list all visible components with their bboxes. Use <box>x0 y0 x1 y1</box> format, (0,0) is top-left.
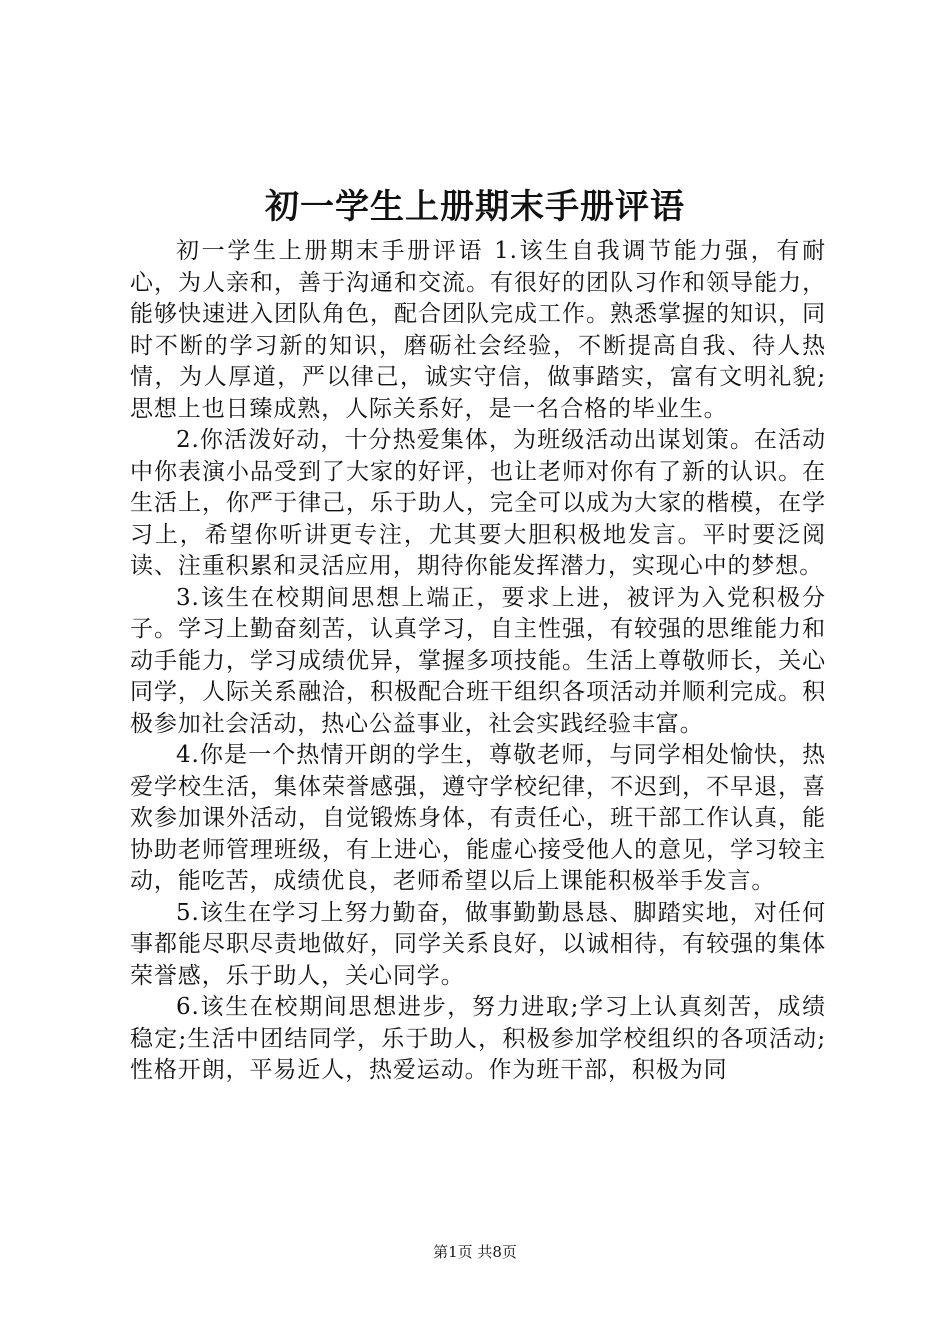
paragraph-2: 2.你活泼好动，十分热爱集体，为班级活动出谋划策。在活动中你表演小品受到了大家的好评，也让老师对你有了新的认识。在生活上，你严于律己，乐于助人，完全可以成为大家的楷模，在学习上，希望你听讲更专注，尤其要大胆积极地发言。平时要泛阅读、注重积累和灵活应用，期待你能发挥潜力，实现心中的梦想。 <box>130 427 826 579</box>
page-number-footer: 第1页 共8页 <box>433 1243 517 1261</box>
document-title: 初一学生上册期末手册评语 <box>265 187 685 227</box>
paragraph-6: 6.该生在校期间思想进步，努力进取;学习上认真刻苦，成绩稳定;生活中团结同学，乐于助人，积极参加学校组织的各项活动;性格开朗，平易近人，热爱运动。作为班干部，积极为同 <box>130 994 826 1083</box>
document-body <box>130 236 826 1087</box>
paragraph-1: 初一学生上册期末手册评语 1.该生自我调节能力强，有耐心，为人亲和，善于沟通和交流。有很好的团队习作和领导能力，能够快速进入团队角色，配合团队完成工作。熟悉掌握的知识，同时不断的学习新的知识，磨砺社会经验，不断提高自我、待人热情，为人厚道，严以律己，诚实守信，做事踏实，富有文明礼貌;思想上也日臻成熟，人际关系好，是一名合格的毕业生。 <box>130 238 826 422</box>
paragraph-5: 5.该生在学习上努力勤奋，做事勤勤恳恳、脚踏实地，对任何事都能尽职尽责地做好，同学关系良好，以诚相待，有较强的集体荣誉感，乐于助人，关心同学。 <box>130 899 826 989</box>
paragraph-3: 3.该生在校期间思想上端正，要求上进，被评为入党积极分子。学习上勤奋刻苦，认真学习，自主性强，有较强的思维能力和动手能力，学习成绩优异，掌握多项技能。生活上尊敬师长，关心同学，人际关系融洽，积极配合班干组织各项活动并顺利完成。积极参加社会活动，热心公益事业，社会实践经验丰富。 <box>130 584 826 737</box>
paragraph-4: 4.你是一个热情开朗的学生，尊敬老师，与同学相处愉快，热爱学校生活，集体荣誉感强，遵守学校纪律，不迟到，不早退，喜欢参加课外活动，自觉锻炼身体，有责任心，班干部工作认真，能协助老师管理班级，有上进心，能虚心接受他人的意见，学习较主动，能吃苦，成绩优良，老师希望以后上课能积极举手发言。 <box>130 742 826 894</box>
